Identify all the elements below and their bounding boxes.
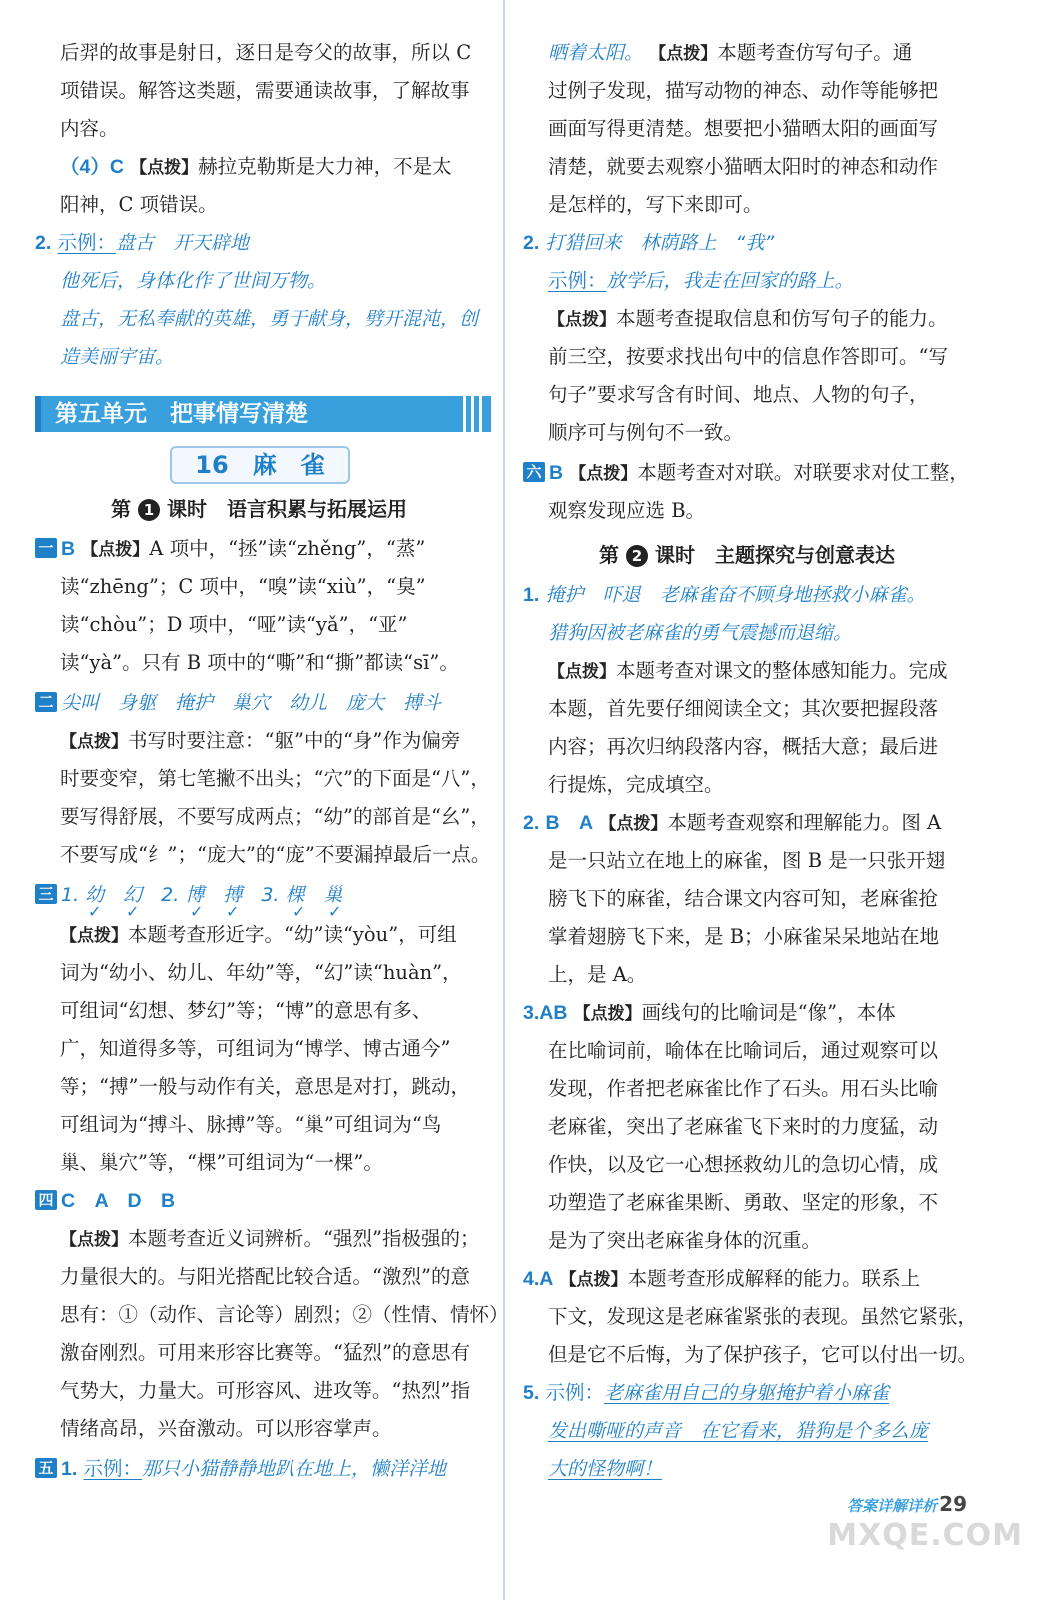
answer-choice: B A	[545, 812, 594, 834]
text-line: 力量很大的。与阳光搭配比较合适。“激烈”的意	[60, 1265, 470, 1288]
text-line: 可组词为“搏斗、脉搏”等。“巢”可组词为“鸟	[60, 1113, 442, 1136]
section-prefix: 第	[111, 497, 132, 521]
text-line: 时要变窄，第七笔撇不出头；“穴”的下面是“八”，	[60, 767, 490, 790]
answer-text: 掩护 吓退 老麻雀奋不顾身地拯救小麻雀。	[545, 584, 926, 606]
checkmark-icon: ✓	[88, 902, 102, 921]
answer-line	[523, 1266, 920, 1292]
answer-text: 放学后，我走在回家的路上。	[606, 270, 854, 292]
text-line: 功塑造了老麻雀果断、勇敢、坚定的形象，不	[548, 1191, 939, 1214]
text-line: 巢、巢穴”等，“棵”可组词为“一棵”。	[60, 1151, 383, 1174]
answer-line	[35, 690, 441, 716]
tip-line	[518, 658, 948, 684]
text-line: 清楚，就要去观察小猫晒太阳时的神态和动作	[548, 155, 939, 178]
tip-text: 书写时要注意：“躯”中的“身”作为偏旁	[128, 729, 461, 752]
section-number-badge: 2	[626, 545, 648, 567]
question-number: （4）C	[60, 156, 124, 178]
text-line: 可组词“幻想、梦幻”等；“博”的意思有多、	[60, 999, 432, 1022]
answer-choice: A	[539, 1268, 554, 1290]
tip-text: 赫拉克勒斯是大力神，不是太	[198, 155, 452, 178]
text-line: 读“zhēng”；C 项中，“嗅”读“xiù”，“臭”	[60, 575, 426, 598]
example-label: 示例：	[57, 231, 116, 254]
tip-label: 【点拨】	[599, 814, 668, 834]
question-number: 2.	[523, 812, 540, 834]
tip-line	[30, 1226, 479, 1252]
unit-title: 第五单元 把事情写清楚	[55, 401, 308, 427]
text-line: 前三空，按要求找出句中的信息作答即可。“写	[548, 345, 948, 368]
answer-line	[523, 460, 969, 486]
text-line: 要写得舒展，不要写成两点；“幼”的部首是“幺”，	[60, 805, 490, 828]
tip-text: 本题考查近义词辨析。“强烈”指极强的；	[128, 1227, 480, 1250]
answer-text: 尖叫 身躯 掩护 巢穴 幼儿 庞大 搏斗	[61, 692, 442, 714]
answer-line	[518, 268, 854, 294]
question-box: 三	[35, 884, 57, 904]
section-title: 课时 语言积累与拓展运用	[166, 497, 407, 521]
text-line: 情绪高昂，兴奋激动。可以形容掌声。	[60, 1417, 392, 1440]
tip-label: 【点拨】	[60, 926, 128, 946]
tip-text: 本题考查观察和理解能力。图 A	[667, 811, 942, 834]
text-line: 作快，以及它一心想拯救幼儿的急切心情，成	[548, 1153, 939, 1176]
tip-line	[518, 306, 948, 332]
text-line: 掌着翅膀飞下来，是 B；小麻雀呆呆地站在地	[548, 925, 940, 948]
text-line: 本题，首先要仔细阅读全文；其次要把握段落	[548, 697, 939, 720]
tip-text: 本题考查形成解释的能力。联系上	[627, 1267, 921, 1290]
text-line: 是一只站立在地上的麻雀，图 B 是一只张开翅	[548, 849, 946, 872]
page-footer	[847, 1492, 967, 1516]
answer-text: 打猎回来 林荫路上 “我”	[545, 232, 775, 254]
tip-label: 【点拨】	[548, 662, 616, 682]
answer-text: 发出嘶哑的声音 在它看来，猎狗是个多么庞	[548, 1420, 929, 1442]
answer-line	[35, 230, 249, 256]
answer-line	[523, 1380, 889, 1406]
answer-text: 猎狗因被老麻雀的勇气震撼而退缩。	[548, 622, 853, 644]
tip-label: 【点拨】	[81, 540, 150, 560]
text-line: 气势大，力量大。可形容风、进攻等。“热烈”指	[60, 1379, 470, 1402]
text-line: 上，是 A。	[548, 963, 647, 986]
answer-choice: B	[61, 538, 76, 560]
text-line: 读“yà”。只有 B 项中的“嘶”和“撕”都读“sī”。	[60, 651, 459, 674]
question-number: 4.	[523, 1268, 540, 1290]
answer-text: 盘古 开天辟地	[115, 232, 249, 254]
answer-line	[35, 1188, 175, 1214]
tip-text: 本题考查对课文的整体感知能力。完成	[616, 659, 948, 682]
answer-line	[35, 1456, 446, 1482]
question-box: 六	[523, 462, 545, 482]
tip-line	[30, 922, 457, 948]
checkmark-icon: ✓	[328, 902, 342, 921]
example-label: 示例：	[545, 1381, 604, 1404]
text-line: 是为了突出老麻雀身体的沉重。	[548, 1229, 822, 1252]
section-prefix: 第	[599, 543, 620, 567]
text-line: 顺序可与例句不一致。	[548, 421, 744, 444]
answer-text: 他死后，身体化作了世间万物。	[60, 270, 327, 292]
tip-label: 【点拨】	[573, 1004, 642, 1024]
text-line: 观察发现应选 B。	[548, 499, 706, 522]
answer-text: 大的怪物啊！	[548, 1458, 663, 1480]
question-box: 一	[35, 538, 57, 558]
tip-line	[30, 728, 460, 754]
checkmark-icon: ✓	[226, 902, 240, 921]
watermark-logo: MXQE.COM	[827, 1518, 1023, 1553]
question-box: 二	[35, 692, 57, 712]
footer-label: 答案详解详析	[847, 1497, 938, 1515]
text-line: 发现，作者把老麻雀比作了石头。用石头比喻	[548, 1077, 939, 1100]
answer-line	[523, 230, 774, 256]
question-number: 1.	[523, 584, 540, 606]
page-number: 29	[939, 1492, 967, 1516]
text-line: 下文，发现这是老麻雀紧张的表现。虽然它紧张，	[548, 1305, 978, 1328]
answer-text: 晒着太阳。	[548, 42, 644, 64]
section-heading	[30, 496, 488, 522]
answer-line	[523, 810, 941, 836]
text-line: 在比喻词前，喻体在比喻词后，通过观察可以	[548, 1039, 939, 1062]
tip-label: 【点拨】	[569, 464, 638, 484]
answer-choice: B	[549, 462, 564, 484]
answer-text: 1. 幼 幻 2. 博 搏 3. 棵 巢	[61, 884, 343, 906]
tip-label: 【点拨】	[649, 44, 718, 64]
example-label: 示例：	[83, 1457, 142, 1480]
question-number: 1.	[61, 1458, 78, 1480]
tip-label: 【点拨】	[130, 158, 199, 178]
text-line: 过例子发现，描写动物的神态、动作等能够把	[548, 79, 939, 102]
tip-text: 本题考查提取信息和仿写句子的能力。	[616, 307, 948, 330]
section-title: 课时 主题探究与创意表达	[654, 543, 895, 567]
question-number: 5.	[523, 1382, 540, 1404]
tip-text: 本题考查形近字。“幼”读“yòu”，可组	[128, 923, 457, 946]
text-line: 后羿的故事是射日，逐日是夸父的故事，所以 C	[60, 41, 472, 64]
checkmark-icon: ✓	[190, 902, 204, 921]
checkmark-icon: ✓	[126, 902, 140, 921]
tip-text: 本题考查仿写句子。通	[717, 41, 913, 64]
question-box: 四	[35, 1190, 57, 1210]
text-line: 读“chòu”；D 项中，“哑”读“yǎ”，“亚”	[60, 613, 408, 636]
text-line: 是怎样的，写下来即可。	[548, 193, 763, 216]
answer-line	[523, 582, 925, 608]
banner-stripes	[463, 396, 485, 432]
question-number: 2.	[35, 232, 52, 254]
text-line: 阳神，C 项错误。	[60, 193, 218, 216]
section-heading	[518, 542, 976, 568]
text-line: 词为“幼小、幼儿、年幼”等，“幻”读“huàn”，	[60, 961, 462, 984]
tip-text: A 项中，“拯”读“zhěng”，“蒸”	[149, 537, 426, 560]
tip-label: 【点拨】	[60, 732, 128, 752]
tip-label: 【点拨】	[548, 310, 616, 330]
example-label: 示例：	[548, 269, 607, 292]
tip-label: 【点拨】	[559, 1270, 628, 1290]
answer-line	[30, 154, 452, 180]
text-line: 膀飞下的麻雀，结合课文内容可知，老麻雀抢	[548, 887, 939, 910]
text-line: 内容；再次归纳段落内容，概括大意；最后进	[548, 735, 939, 758]
question-box: 五	[35, 1458, 57, 1478]
answer-text: 盘古，无私奉献的英雄，勇于献身，劈开混沌，创	[60, 308, 479, 330]
answer-text: 那只小猫静静地趴在地上，懒洋洋地	[141, 1458, 446, 1480]
text-line: 等；“搏”一般与动作有关，意思是对打，跳动，	[60, 1075, 470, 1098]
answer-line	[523, 1000, 896, 1026]
text-line: 项错误。解答这类题，需要通读故事，了解故事	[60, 79, 470, 102]
column-divider	[503, 0, 505, 1600]
text-line: 思有：①（动作、言论等）剧烈；②（性情、情怀）	[60, 1303, 509, 1326]
answer-text: 造美丽宇宙。	[60, 346, 175, 368]
text-line: 内容。	[60, 117, 119, 140]
text-line: 句子”要求写含有时间、地点、人物的句子，	[548, 383, 929, 406]
lesson-title: 16 麻 雀	[170, 446, 350, 484]
question-number: 3.	[523, 1002, 540, 1024]
answer-choice: AB	[539, 1002, 568, 1024]
answer-line	[518, 40, 912, 66]
answer-line	[35, 536, 425, 562]
section-number-badge: 1	[138, 499, 160, 521]
text-line: 激奋刚烈。可用来形容比赛等。“猛烈”的意思有	[60, 1341, 470, 1364]
unit-banner	[35, 396, 491, 432]
text-line: 但是它不后悔，为了保护孩子，它可以付出一切。	[548, 1343, 978, 1366]
tip-text: 画线句的比喻词是“像”，本体	[641, 1001, 896, 1024]
tip-label: 【点拨】	[60, 1230, 128, 1250]
text-line: 行提炼，完成填空。	[548, 773, 724, 796]
answer-choice: C A D B	[61, 1190, 176, 1212]
checkmark-icon: ✓	[292, 902, 306, 921]
text-line: 老麻雀，突出了老麻雀飞下来时的力度猛，动	[548, 1115, 939, 1138]
text-line: 画面写得更清楚。想要把小猫晒太阳的画面写	[548, 117, 939, 140]
text-line: 广，知道得多等，可组词为“博学、博古通今”	[60, 1037, 451, 1060]
text-line: 不要写成“纟”；“庞大”的“庞”不要漏掉最后一点。	[60, 843, 491, 866]
question-number: 2.	[523, 232, 540, 254]
tip-text: 本题考查对对联。对联要求对仗工整，	[637, 461, 969, 484]
answer-text: 老麻雀用自己的身躯掩护着小麻雀	[603, 1382, 889, 1404]
